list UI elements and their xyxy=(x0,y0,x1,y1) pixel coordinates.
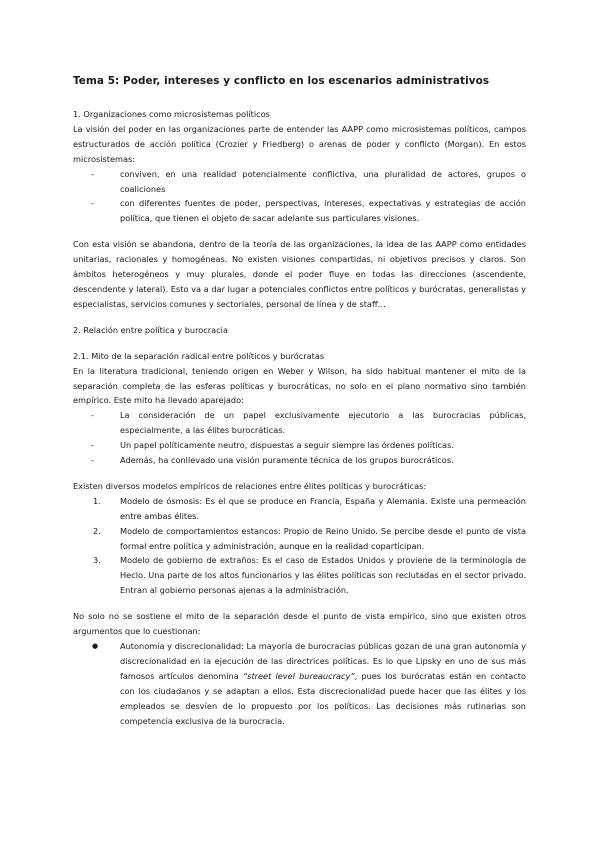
list-item xyxy=(73,167,526,197)
argument-text-a: Autonomía y discrecionalidad: La mayoría de burocracias públicas gozan de una gran autonomía y discrecionalidad en la ejecución de las directrices políticas. Es lo que Lipsky en uno de sus más famosos artículos denomina xyxy=(120,641,526,681)
dash-marker: - xyxy=(91,168,94,179)
list-item-text: Un papel políticamente neutro, dispuestas a seguir siempre las órdenes políticas. xyxy=(120,440,454,451)
model-item xyxy=(73,494,526,524)
models-list xyxy=(73,494,526,598)
model-text: Modelo de ósmosis: Es el que se produce en Francia, España y Alemania. Existe una permeación entre ambas élites. xyxy=(120,495,526,521)
bullet-icon: ● xyxy=(92,642,99,650)
model-text: Modelo de gobierno de extraños: Es el caso de Estados Unidos y proviene de la terminología de Heclo. Una parte de los altos funcionarios y las élites políticas son reclutadas en el sector privado. Entran al gobierno personas ajenas a la administración. xyxy=(120,555,526,596)
argument-text-b: , pues los burócratas están en contacto con los ciudadanos y se adaptan a ellos. Esta discrecionalidad puede hacer que las élites y los empleados se desvíen de lo propuesto por los políticos. Las decisiones más rutinarias son competencia exclusiva de la burocracia. xyxy=(120,670,527,726)
models-intro: Existen diversos modelos empíricos de relaciones entre élites políticas y burocráticas: xyxy=(73,480,427,491)
list-item xyxy=(73,438,526,453)
arguments-list xyxy=(73,639,526,728)
section-1-intro: La visión del poder en las organizaciones parte de entender las AAPP como microsistemas políticos, campos estructurados de acción política (Crozier y Friedberg) o arenas de poder y conflicto (Morgan). En estos microsistemas: xyxy=(73,123,526,164)
list-item xyxy=(73,196,526,226)
section-2-heading: 2. Relación entre política y burocracia xyxy=(73,324,228,335)
number-marker: 2. xyxy=(93,525,101,536)
page-title: Tema 5: Poder, intereses y conflicto en los escenarios administrativos xyxy=(73,75,490,87)
number-marker: 1. xyxy=(93,495,101,506)
dash-marker: - xyxy=(91,198,94,209)
list-item xyxy=(73,408,526,438)
list-item xyxy=(73,453,526,468)
section-2-1-heading: 2.1. Mito de la separación radical entre políticos y burócratas xyxy=(73,350,325,361)
model-item xyxy=(73,524,526,554)
section-1-heading: 1. Organizaciones como microsistemas políticos xyxy=(73,109,270,119)
model-text: Modelo de comportamientos estancos: Propio de Reino Unido. Se percibe desde el punto de vista formal entre política y administración, aunque en la realidad copartícipan. xyxy=(120,525,526,551)
list-item-text: con diferentes fuentes de poder, perspectivas, intereses, expectativas y estrategias de acción política, que tienen el objeto de sacar adelante sus particulares visiones. xyxy=(120,198,526,224)
section-2-1-list xyxy=(73,408,526,468)
dash-marker: - xyxy=(91,410,94,421)
list-item-text: Además, ha conllevado una visión puramente técnica de los grupos burocráticos. xyxy=(120,455,454,466)
list-item-text: conviven, en una realidad potencialmente conflictiva, una pluralidad de actores, grupos o coaliciones xyxy=(120,168,526,194)
number-marker: 3. xyxy=(93,555,101,566)
section-2-1-intro: En la literatura tradicional, teniendo origen en Weber y Wilson, ha sido habitual mantener el mito de la separación completa de las esferas políticas y burocráticas, no solo en el plano normativo sino también empírico. Este mito ha llevado aparejado: xyxy=(73,365,526,406)
argument-quote: “street level bureaucracy” xyxy=(242,670,355,681)
dash-marker: - xyxy=(91,455,94,466)
dash-marker: - xyxy=(91,440,94,451)
section-1-paragraph: Con esta visión se abandona, dentro de la teoría de las organizaciones, la idea de las AAPP como entidades unitarias, racionales y homogéneas. No existen visiones compartidas, ni objetivos precisos y claros. Son ámbitos heterogéneos y muy plurales, donde el poder fluye en todas las direcciones (ascendente, descendente y lateral). Esto va a dar lugar a potenciales conflictos entre políticos y burócratas, generalistas y especialistas, servicios comunes y sectoriales, personal de línea y de staff… xyxy=(73,239,526,309)
model-item xyxy=(73,553,526,598)
section-1-list xyxy=(73,167,526,227)
argument-item xyxy=(73,639,526,728)
arguments-intro: No solo no se sostiene el mito de la separación desde el punto de vista empírico, sino que existen otros argumentos que lo cuestionan: xyxy=(73,611,526,637)
list-item-text: La consideración de un papel exclusivamente ejecutorio a las burocracias públicas, especialmente, a las élites burocráticas. xyxy=(120,410,526,436)
